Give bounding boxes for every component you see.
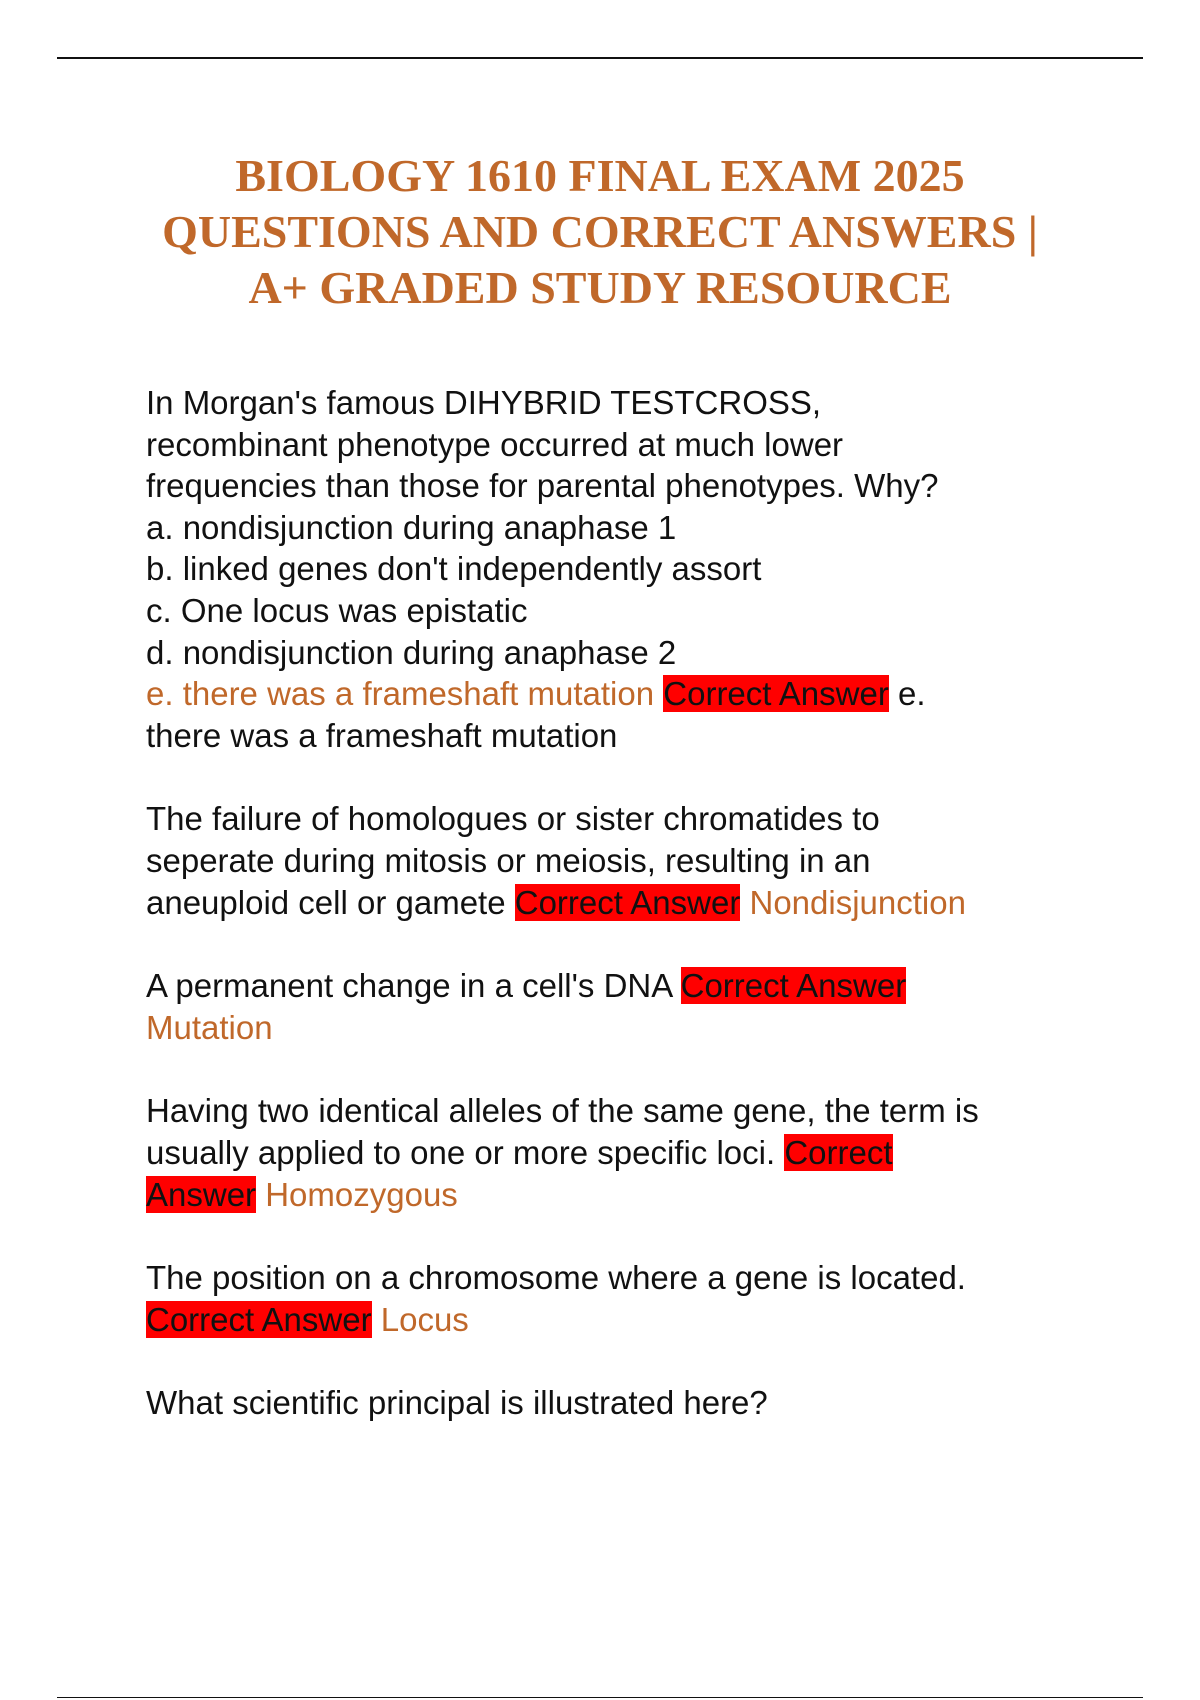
question-line: The position on a chromosome where a gene is located. — [146, 1259, 966, 1297]
option-e-line — [146, 673, 1106, 715]
correct-answer-tag: Correct Answer — [514, 883, 741, 921]
question-answer-line — [146, 882, 1106, 924]
question-line: frequencies than those for parental phenotypes. Why? — [146, 467, 939, 505]
answer-text: Nondisjunction — [749, 883, 966, 921]
title-line-2: QUESTIONS AND CORRECT ANSWERS | — [162, 206, 1038, 257]
question-text: aneuploid cell or gamete — [146, 883, 506, 921]
question-answer-line — [146, 1132, 1106, 1174]
answer-line — [146, 1174, 1106, 1216]
question-text: A permanent change in a cell's DNA — [146, 967, 672, 1005]
qa-item-2 — [146, 798, 1106, 923]
answer-text: e. — [898, 675, 926, 713]
answer-text: Locus — [380, 1300, 469, 1338]
qa-item-6 — [146, 1382, 1106, 1424]
correct-answer-tag: Correct Answer — [663, 675, 889, 713]
option-d: d. nondisjunction during anaphase 2 — [146, 633, 677, 671]
option-b: b. linked genes don't independently assort — [146, 550, 762, 588]
answer-text-continued: there was a frameshaft mutation — [146, 716, 618, 754]
answer-line — [146, 1299, 1106, 1341]
question-line: Having two identical alleles of the same gene, the term is — [146, 1092, 979, 1130]
question-answer-line — [146, 965, 1106, 1007]
question-text: usually applied to one or more specific loci. — [146, 1133, 776, 1171]
correct-answer-tag-continued: Answer — [146, 1175, 257, 1213]
answer-text: Homozygous — [265, 1175, 458, 1213]
question-line: seperate during mitosis or meiosis, resulting in an — [146, 841, 871, 879]
correct-answer-tag: Correct Answer — [680, 967, 907, 1005]
title-line-3: A+ GRADED STUDY RESOURCE — [248, 262, 952, 313]
option-e-highlighted: e. there was a frameshaft mutation — [146, 675, 655, 713]
qa-item-5 — [146, 1257, 1106, 1340]
correct-answer-tag: Correct — [784, 1133, 893, 1171]
question-line: What scientific principal is illustrated here? — [146, 1384, 768, 1422]
question-line: In Morgan's famous DIHYBRID TESTCROSS, — [146, 384, 822, 421]
option-a: a. nondisjunction during anaphase 1 — [146, 508, 677, 546]
correct-answer-tag: Correct Answer — [146, 1300, 372, 1338]
document-title — [60, 148, 1140, 316]
question-line: The failure of homologues or sister chromatides to — [146, 800, 880, 838]
qa-content — [146, 382, 1106, 1466]
qa-item-4 — [146, 1090, 1106, 1215]
answer-text: Mutation — [146, 1008, 273, 1046]
question-line: recombinant phenotype occurred at much lower — [146, 425, 844, 463]
bottom-rule — [57, 1697, 1143, 1698]
option-c: c. One locus was epistatic — [146, 591, 528, 629]
title-line-1: BIOLOGY 1610 FINAL EXAM 2025 — [235, 150, 965, 201]
qa-item-3 — [146, 965, 1106, 1048]
top-rule — [57, 57, 1143, 59]
qa-item-1 — [146, 382, 1106, 756]
